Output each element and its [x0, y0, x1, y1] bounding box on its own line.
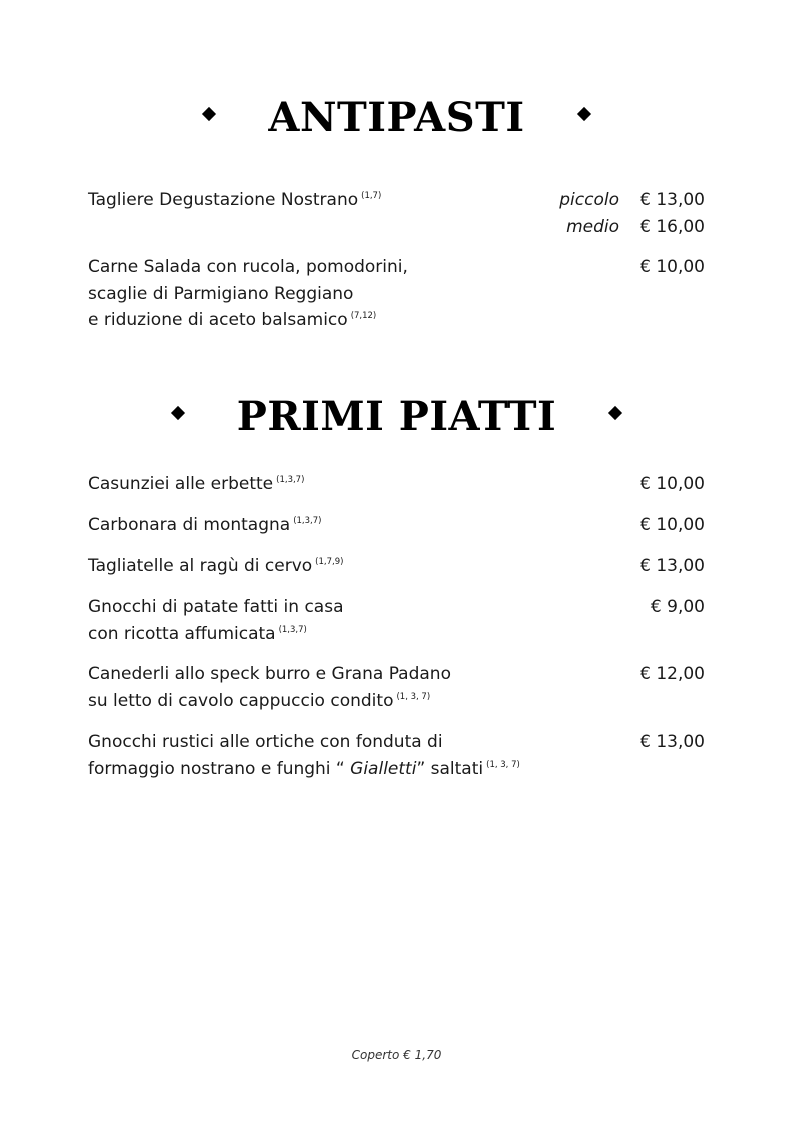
coperto-note: Coperto € 1,70 — [351, 1048, 442, 1062]
dish-name: Tagliatelle al ragù di cervo — [88, 556, 313, 576]
dish-line: scaglie di Parmigiano Reggiano — [88, 283, 354, 304]
allergen-codes: (7,12) — [350, 311, 377, 321]
dish-price: € 9,00 — [650, 597, 705, 617]
dish-description — [88, 729, 548, 782]
dish-price: € 10,00 — [640, 257, 705, 277]
dish-name: Casunziei alle erbette — [88, 474, 274, 494]
diamond-icon — [608, 406, 622, 420]
allergen-codes: (1,3,7) — [278, 624, 307, 635]
allergen-codes: (1, 3, 7) — [396, 691, 431, 702]
dish-name: Tagliere Degustazione Nostrano — [88, 190, 359, 210]
allergen-codes: (1,7,9) — [315, 557, 344, 567]
dish-description — [88, 254, 548, 334]
diamond-icon — [171, 406, 185, 420]
dish-description — [88, 594, 548, 647]
dish-price: € 13,00 — [640, 556, 705, 576]
dish-line-start: formaggio nostrano e funghi “ — [88, 758, 351, 779]
antipasti-heading — [0, 91, 793, 142]
price-piccolo: € 13,00 — [640, 190, 705, 210]
dish-description — [88, 187, 548, 214]
dish-line-emphasis: Gialletti — [350, 758, 417, 779]
allergen-codes: (1,7) — [361, 191, 382, 201]
dish-line: con ricotta affumicata — [88, 623, 276, 644]
dish-description — [88, 471, 548, 498]
allergen-codes: (1, 3, 7) — [486, 759, 520, 770]
dish-price: € 10,00 — [640, 515, 705, 535]
dish-line: Gnocchi rustici alle ortiche con fonduta di — [88, 732, 443, 752]
dish-line: Carne Salada con rucola, pomodorini, — [88, 257, 408, 277]
price-medio: € 16,00 — [640, 216, 705, 237]
dish-description — [88, 661, 548, 714]
dish-line-end: ” saltati — [416, 758, 484, 779]
dish-line: Canederli allo speck burro e Grana Padano — [88, 664, 451, 684]
size-label-piccolo: piccolo — [559, 190, 619, 210]
primi-title: PRIMI PIATTI — [236, 393, 557, 440]
dish-description — [88, 512, 548, 539]
antipasti-title: ANTIPASTI — [268, 94, 525, 141]
primi-heading — [0, 390, 793, 441]
portion-sizes — [559, 187, 619, 240]
dish-line: Gnocchi di patate fatti in casa — [88, 597, 344, 617]
allergen-codes: (1,3,7) — [276, 475, 305, 485]
diamond-icon — [202, 107, 216, 121]
dish-prices — [640, 187, 705, 240]
dish-price: € 12,00 — [640, 664, 705, 684]
diamond-icon — [576, 107, 590, 121]
dish-line: e riduzione di aceto balsamico — [88, 310, 348, 330]
allergen-codes: (1,3,7) — [293, 516, 322, 526]
dish-description — [88, 553, 548, 580]
size-label-medio: medio — [566, 216, 619, 237]
dish-line: su letto di cavolo cappuccio condito — [88, 690, 394, 711]
dish-name: Carbonara di montagna — [88, 515, 291, 535]
dish-price: € 10,00 — [640, 474, 705, 494]
dish-price: € 13,00 — [640, 732, 705, 752]
